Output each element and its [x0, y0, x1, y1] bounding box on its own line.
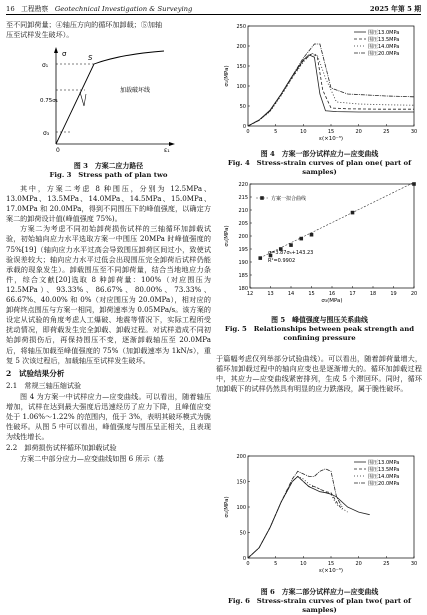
x-axis-label: ε₁	[164, 147, 170, 152]
y-tick-label: 190	[238, 260, 248, 266]
series-line	[248, 476, 342, 558]
legend-label: 围压14.0MPa	[368, 44, 400, 50]
y-axis-label: σ₁(MPa)	[224, 65, 230, 87]
page-header	[6, 3, 421, 14]
fit-equation: σ=3.87σ₃+143.23	[268, 250, 314, 256]
y-tick-label: 180	[238, 286, 248, 292]
paragraph: 其中，方案二考虑 8 种围压，分别为 12.5MPa、13.0MPa、13.5MPa、14.0MPa、14.5MPa、15.0MPa、17.0MPa 和 20.0MPa，得到不同围压下的峰值强度，以确定方案二的卸荷设计值(峰值强度 75%)。	[6, 184, 211, 224]
y-tick-label: 220	[238, 182, 248, 188]
x-axis-label: ε(×10⁻³)	[319, 136, 343, 142]
page-number: 16	[6, 5, 15, 13]
x-tick-label: 25	[383, 129, 390, 135]
x-tick-label: 5	[274, 561, 278, 567]
fig5-chart	[222, 178, 422, 308]
legend-label: 围压13.5MPa	[368, 37, 400, 43]
header-rule	[6, 14, 421, 15]
y-tick-label: 215	[238, 195, 248, 201]
y-tick-label: 150	[236, 479, 246, 486]
y-low-label: σ₃	[43, 130, 50, 137]
x-tick-label: 30	[410, 129, 418, 135]
y-tick-label: 0	[242, 556, 246, 562]
y-tick-label: 50	[239, 104, 246, 110]
paragraph: 方案二为考虑不同初始卸荷损伤试样的三轴循环加卸载试验，初始轴向应力水平选取方案一中围压 20MPa 时峰值强度的 75%[19]（轴向应力水平过高会导致围压卸荷区间过小，致使试验误差较大；轴向应力水平过低会出现围压完全卸荷后试样仍能承载的现象发生）。卸载围压至不同卸荷量，结合当地地应力条件，综合文献[20]选取 8 种卸荷量：100%（对应围压为 12.5MPa）、93.33%、86.67%、80.00%、73.33%、66.67%、40.00% 和 0%（对应围压为 20.0MPa），相对应的卸荷终点围压与方案一相同，卸荷速率为 0.05MPa/s。该方案的设定从试验的角度考虑人工爆破、地震等情况下，实际工程所受扰动情况，即荷载发生完全卸载、卸载过程。对试样造成不同初始卸荷损伤后，再保持围压不变，逐渐卸载轴压至 20.0MPa 后，将轴压加载至峰值强度的 75%（加卸载速率为 1kN/s），重复 5 次该过程后，加载轴压至试样发生破坏。	[6, 224, 211, 365]
x-tick-label: 18	[369, 291, 377, 297]
y-tick-label: 210	[238, 208, 248, 214]
x-tick-label: 5	[274, 129, 278, 135]
curve-label: 加载破坏线	[120, 87, 151, 94]
legend-label: 围压20.0MPa	[368, 481, 400, 487]
left-column-body	[6, 184, 211, 465]
text-line: 至不同卸荷量；④轴压方向的循环加卸载；⑤加轴	[6, 20, 163, 29]
subsection-heading: 2.1 常规三轴压缩试验	[6, 380, 82, 390]
series-line	[248, 476, 370, 558]
data-point	[310, 233, 314, 237]
y-tick-label: 200	[236, 454, 246, 460]
fig4-caption-en: Fig. 4 Stress-strain curves of plan one( part of samples)	[227, 159, 412, 176]
legend-label: 围压13.0MPa	[368, 30, 400, 36]
fig5-caption-en2: confining pressure	[283, 334, 356, 342]
x-tick-label: 15	[327, 129, 335, 135]
y-tick-label: 100	[236, 84, 246, 90]
right-column-body	[216, 354, 422, 394]
series-line	[248, 469, 342, 558]
legend-marker	[260, 196, 264, 200]
legend-label: 方案一拟合曲线	[271, 196, 307, 202]
y-tick-label: 200	[238, 234, 248, 240]
fig6-caption-cn: 图 6 方案二部分试样应力—应变曲线	[260, 588, 379, 596]
y-tick-label: 150	[236, 64, 246, 70]
subsection-heading: 2.2 卸荷损伤试样循环加卸载试验	[6, 443, 117, 453]
journal-name-cn: 工程勘察	[21, 5, 49, 13]
y-tick-label: 200	[236, 44, 246, 50]
fig6-caption	[216, 588, 423, 615]
data-point	[412, 182, 416, 186]
text-line: 压至试样发生破坏）。	[6, 30, 74, 40]
fig5-caption-cn: 图 5 峰值强度与围压关系曲线	[271, 316, 368, 324]
fig4-caption-cn: 图 4 方案一部分试样应力—应变曲线	[260, 150, 379, 158]
data-point	[299, 237, 303, 241]
data-point	[351, 211, 355, 215]
x-tick-label: 10	[300, 129, 307, 135]
fig3-caption-cn: 图 3 方案二应力路径	[73, 162, 144, 170]
series-line	[248, 53, 414, 126]
data-point	[258, 256, 262, 260]
x-tick-label: 25	[383, 561, 390, 567]
data-point	[289, 243, 293, 247]
x-tick-label: 20	[355, 561, 362, 567]
x-tick-label: 13	[267, 291, 274, 297]
paragraph: 于篇幅考虑仅列举部分试验曲线）。可以看出，随着卸荷量增大，循环加卸载过程中的轴向应变也是逐渐增大的。循环加卸载过程中，其应力—应变曲线紧密排列，生成 5 个滞回环。同时，循环加卸载下的试样仍然具有明显的应力跌落段，属于脆性破坏。	[216, 354, 422, 394]
x-axis-label: σ₃(MPa)	[321, 298, 343, 304]
fig3-caption	[6, 162, 211, 180]
fig4-chart	[222, 20, 422, 148]
legend-label: 围压13.0MPa	[368, 460, 400, 466]
fig3-stress-path	[40, 44, 180, 152]
x-tick-label: 0	[246, 561, 250, 567]
y-tick-label: 205	[238, 221, 248, 227]
x-tick-label: 16	[328, 291, 336, 297]
s-point-label: S	[88, 54, 93, 62]
x-tick-label: 10	[300, 561, 307, 567]
fit-line	[260, 182, 414, 257]
fig5-caption	[216, 316, 423, 343]
x-tick-label: 20	[355, 129, 362, 135]
issue-label: 2025 年第 5 期	[369, 5, 421, 13]
left-column	[6, 20, 211, 40]
sigma-label: σ	[62, 50, 67, 58]
fig3-caption-en: Fig. 3 Stress path of plan two	[49, 171, 168, 179]
fit-r2: R²=0.9902	[268, 258, 296, 264]
y-tick-label: 195	[238, 247, 248, 253]
series-line	[248, 476, 348, 558]
y-tick-label: 185	[238, 273, 248, 279]
x-tick-label: 0	[246, 129, 250, 135]
y-tick-label: 100	[236, 505, 246, 511]
header-left	[6, 3, 192, 13]
paragraph: 图 4 为方案一中试样应力—应变曲线。可以看出，随着轴压增加，试样在达到最大强度后迅速经历了应力下降，且峰值应变处于 1.06%～1.22% 的范围内，低于 3%，表明其破坏模式为脆性破坏。从图 5 中可以看出，峰值强度与围压呈正相关，且表现为线性增长。	[6, 391, 211, 442]
y-top-label: σ₁	[42, 62, 49, 69]
y-mid-label: 0.75σ₁	[40, 98, 58, 104]
x-tick-label: 17	[349, 291, 356, 297]
legend-label: 围压13.5MPa	[368, 467, 400, 473]
fig4-caption	[216, 150, 423, 177]
y-tick-label: 50	[239, 530, 246, 537]
section-heading: 2 试验结果分析	[6, 368, 65, 378]
fig6-caption-en: Fig. 6 Stress-strain curves of plan two( part of samples)	[228, 597, 411, 614]
x-tick-label: 14	[287, 291, 295, 297]
legend-label: 围压20.0MPa	[368, 51, 400, 57]
x-tick-label: 15	[327, 561, 335, 567]
x-axis-label: ε(×10⁻³)	[319, 568, 343, 574]
origin-label: 0	[56, 147, 60, 152]
x-tick-label: 20	[410, 291, 418, 297]
series-line	[248, 55, 414, 126]
y-tick-label: 0	[242, 124, 246, 130]
x-tick-label: 12	[246, 291, 254, 297]
x-tick-label: 19	[390, 291, 397, 297]
fig5-caption-en1: Fig. 5 Relationships between peak strength and	[224, 325, 415, 333]
journal-name-en: Geotechnical Investigation & Surveying	[54, 5, 193, 13]
y-axis-label: σ₁(MPa)	[224, 225, 230, 247]
paragraph: 方案二中部分应力—应变曲线如图 6 所示（基	[20, 454, 164, 464]
y-tick-label: 250	[236, 24, 246, 30]
x-tick-label: 15	[308, 291, 315, 297]
y-axis-label: σ₁(MPa)	[224, 496, 230, 518]
x-tick-label: 30	[410, 561, 418, 567]
legend-label: 围压14.0MPa	[368, 474, 400, 480]
fig6-chart	[222, 450, 422, 582]
